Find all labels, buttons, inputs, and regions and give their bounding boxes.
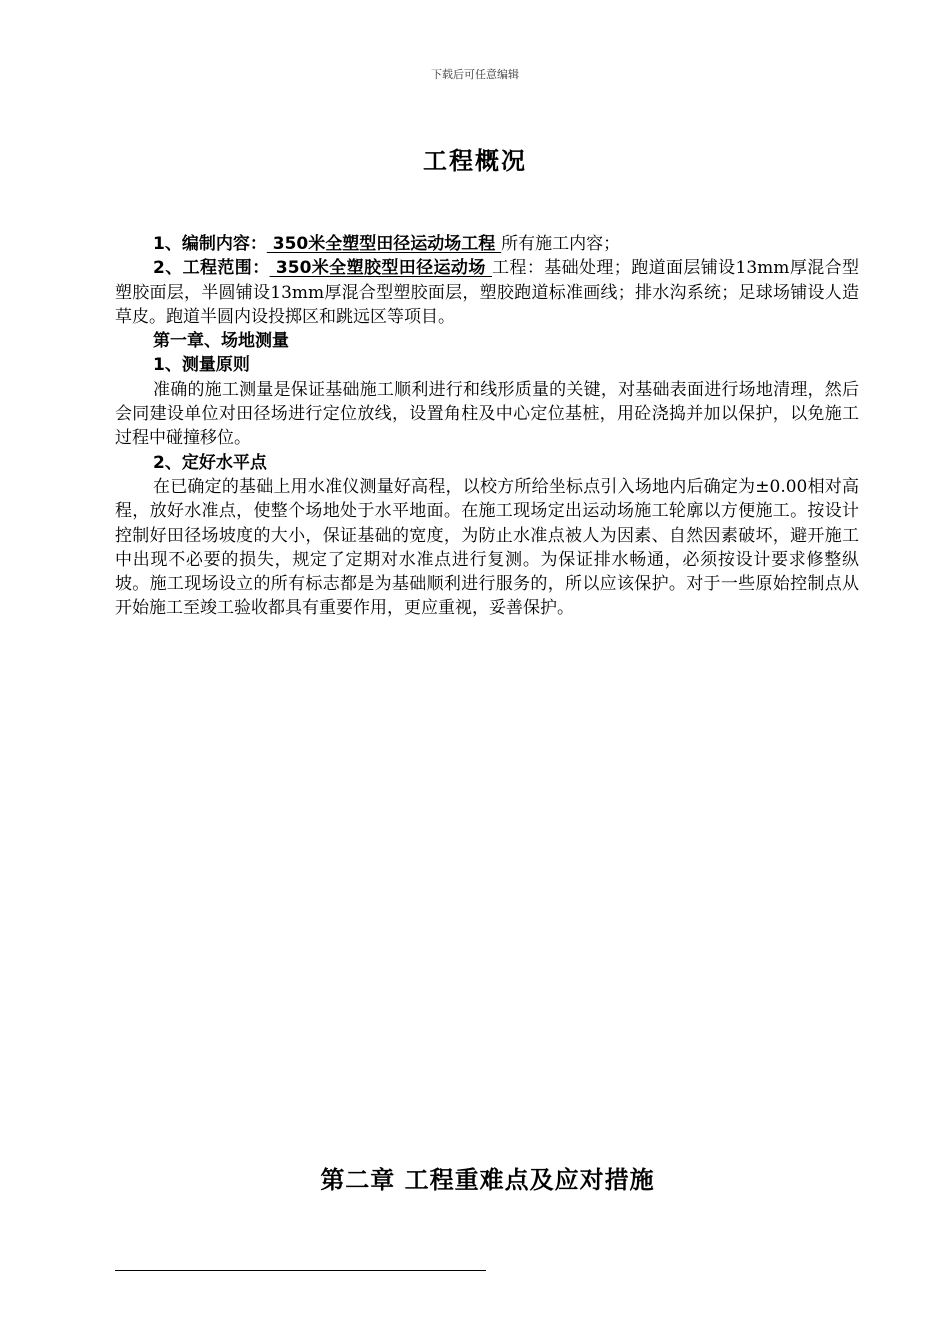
page-title: 工程概况 (423, 147, 527, 175)
section1-heading: 1、测量原则 (153, 355, 250, 376)
document-body (115, 232, 859, 621)
chapter2-heading: 第二章 工程重难点及应对措施 (320, 1166, 655, 1194)
scope-item-content (115, 232, 859, 256)
footnote-divider (115, 1270, 486, 1271)
section1-paragraph: 准确的施工测量是保证基础施工顺利进行和线形质量的关键，对基础表面进行场地清理，然后会同建设单位对田径场进行定位放线，设置角柱及中心定位基桩，用砼浇捣并加以保护，以免施工过程中碰撞移位。 (115, 379, 859, 449)
section2-paragraph: 在已确定的基础上用水准仪测量好高程，以校方所给坐标点引入场地内后确定为±0.00相对高程，放好水准点，使整个场地处于水平地面。在施工现场定出运动场施工轮廓以方便施工。按设计控制好田径场坡度的大小，保证基础的宽度，为防止水准点被人为因素、自然因素破坏，避开施工中出现不必要的损失，规定了定期对水准点进行复测。为保证排水畅通，必须按设计要求修整纵坡。施工现场设立的所有标志都是为基础顺利进行服务的，所以应该保护。对于一些原始控制点从开始施工至竣工验收都具有重要作用，更应重视，妥善保护。 (115, 476, 859, 619)
chapter1-heading: 第一章、场地测量 (153, 331, 289, 352)
scope-item-content-tail: 所有施工内容； (501, 234, 621, 254)
section2-heading: 2、定好水平点 (153, 452, 267, 473)
scope-item-range (115, 256, 859, 329)
scope-item-range-tail: 工程：基础处理；跑道面层铺设13mm厚混合型塑胶面层，半圆铺设13mm厚混合型塑胶面层，塑胶跑道标准画线；排水沟系统；足球场铺设人造草皮。跑道半圆内设投掷区和跳远区等项目。 (115, 258, 860, 327)
page-header-watermark: 下载后可任意编辑 (431, 68, 519, 81)
scope-item-range-label: 2、工程范围： (153, 258, 270, 279)
scope-item-content-label: 1、编制内容： (153, 234, 267, 254)
scope-item-content-project: 350米全塑型田径运动场工程 (266, 234, 502, 254)
scope-item-range-project: 350米全塑胶型田径运动场 (269, 258, 493, 279)
